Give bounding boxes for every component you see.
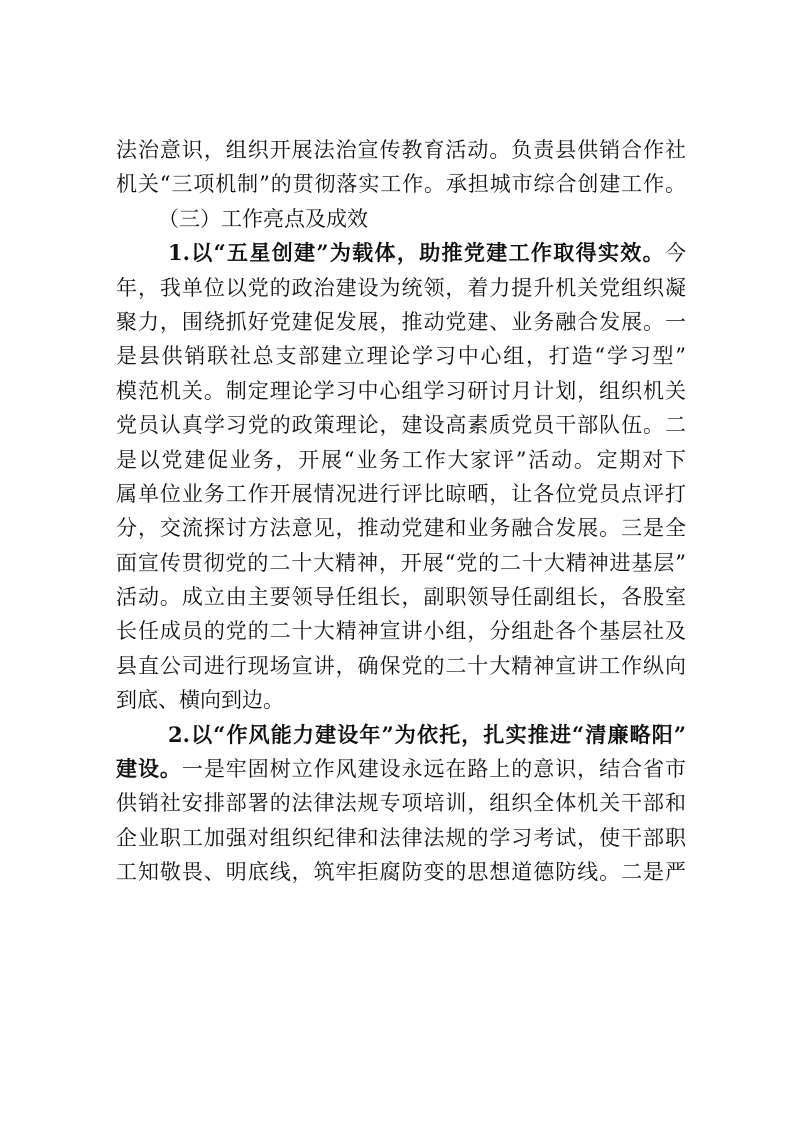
intro-line-1: 法治意识，组织开展法治宣传教育活动。负责县供销合作社 — [116, 138, 686, 162]
item1-line-3: 是县供销联社总支部建立理论学习中心组，打造“学习型” — [116, 344, 686, 369]
item2-line-2: 企业职工加强对组织纪律和法律法规的学习考试，使干部职 — [116, 825, 686, 850]
item2-title-cont: 建设。 — [116, 756, 182, 782]
item2-second-line — [116, 752, 686, 786]
intro-line-2: 机关“三项机制”的贯彻落实工作。承担城市综合创建工作。 — [116, 172, 686, 197]
item1-line-7: 属单位业务工作开展情况进行评比晾晒，让各位党员点评打 — [116, 481, 686, 506]
item1-line-5: 党员认真学习党的政策理论，建设高素质党员干部队伍。二 — [116, 413, 686, 438]
document-page — [116, 133, 686, 890]
item1-line-13: 到底、横向到边。 — [116, 688, 284, 713]
item1-line-12: 县直公司进行现场宣讲，确保党的二十大精神宣讲工作纵向 — [116, 653, 686, 678]
item1-line-10: 活动。成立由主要领导任组长，副职领导任副组长，各股室 — [116, 585, 686, 610]
item1-title: 1.以“五星创建”为载体，助推党建工作取得实效。 — [168, 240, 665, 266]
item2-line-3: 工知敬畏、明底线，筑牢拒腐防变的思想道德防线。二是严 — [116, 860, 686, 885]
item1-line-2: 聚力，围绕抓好党建促发展，推动党建、业务融合发展。一 — [116, 309, 686, 334]
item1-line-9: 面宣传贯彻党的二十大精神，开展“党的二十大精神进基层” — [116, 550, 686, 575]
item2-line-1: 供销社安排部署的法律法规专项培训，组织全体机关干部和 — [116, 791, 686, 816]
item1-title-line — [116, 236, 686, 270]
item2-second-line-rest: 一是牢固树立作风建设永远在路上的意识，结合省市 — [181, 757, 686, 782]
item1-line-11: 长任成员的党的二十大精神宣讲小组，分组赴各个基层社及 — [116, 619, 686, 644]
item1-line-6: 是以党建促业务，开展“业务工作大家评”活动。定期对下 — [116, 447, 686, 472]
item2-title-line: 2.以“作风能力建设年”为依托，扎实推进“清廉略阳” — [168, 721, 686, 747]
item1-line-1: 年，我单位以党的政治建设为统领，着力提升机关党组织凝 — [116, 275, 686, 300]
item1-first-line-rest: 今 — [665, 241, 686, 266]
item1-line-4: 模范机关。制定理论学习中心组学习研讨月计划，组织机关 — [116, 378, 686, 403]
section-heading: （三）工作亮点及成效 — [158, 206, 368, 231]
item1-line-8: 分，交流探讨方法意见，推动党建和业务融合发展。三是全 — [116, 516, 686, 541]
